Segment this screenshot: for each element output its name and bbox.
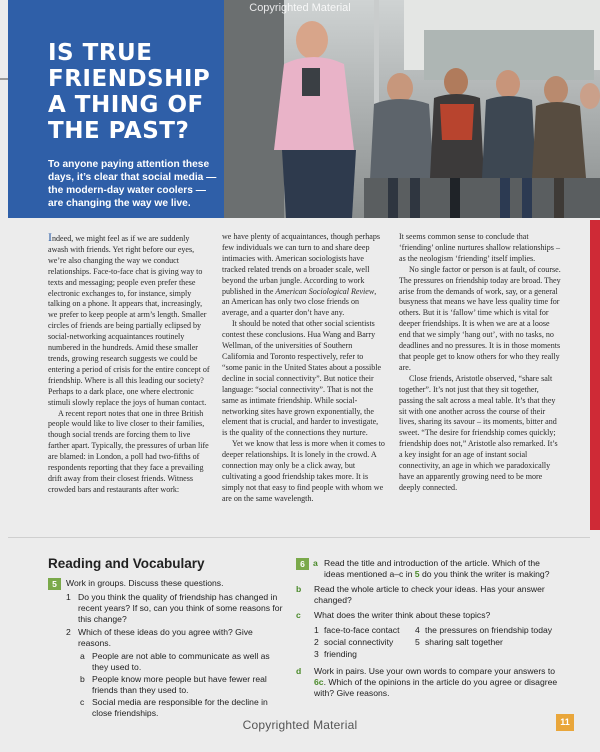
article-intro: To anyone paying attention these days, it’s clear that social media — the modern-day water coolers — are changing the way we live.	[48, 159, 217, 209]
task-text: Read the title and introduction of the article. Which of the ideas mentioned a–c in	[324, 558, 540, 579]
topic-list	[296, 625, 558, 660]
paragraph-text: we have plenty of acquaintances, though perhaps few individuals we can turn to and share deep intimacies with. American sociologists have tracked related trends on a broader scale, well beyond the urban jungle. According to work published in the	[222, 232, 380, 296]
topic-text: face-to-face contact	[324, 625, 400, 635]
exercise-5	[48, 578, 284, 720]
task-letter: a	[313, 558, 318, 568]
paragraph: No single factor or person is at fault, of course. The pressures on friendship today are broad. They arise from the demands of work, say, or a general busyness that means we have less quality time for others. But it is ‘fallow’ time which is vital for deeper friendships. It is when we are at a loose end that we simply ‘hang out’, with no tasks, no deadlines and no pressures. It is in those moments that people get to know others for who they really are.	[399, 264, 561, 372]
task-letter: c	[296, 610, 301, 620]
page-number: 11	[556, 714, 574, 731]
accent-bar	[590, 220, 600, 530]
title-line: FRIENDSHIP	[48, 66, 211, 92]
task-b	[296, 584, 558, 606]
margin-tick	[0, 78, 8, 80]
idea-item	[48, 651, 284, 673]
paragraph-text: , an American has only two close friends on average, and a quarter don’t have any.	[222, 286, 377, 318]
topic-text: friending	[324, 649, 357, 659]
paragraph: Yet we know that less is more when it comes to deeper relationships. It is lonely in the crowd. A connection may only be a click away, but cultivating a good friendship takes more. It is simply not that easy to find people with whom we are on the same wavelength.	[222, 439, 385, 503]
topic-number: 5	[415, 637, 420, 647]
topic-number: 4	[415, 625, 420, 635]
task-letter: d	[296, 666, 302, 676]
title-line: IS TRUE	[48, 40, 153, 66]
exercise-instruction	[48, 578, 284, 589]
paragraph: Close friends, Aristotle observed, “share salt together”. It’s not just that they sit together, passing the salt across a meal table. It’s that they sit with one another across the course of their lives, sharing its savour – its moments, bitter and sweet. “The desire for friendship comes quickly; friendship does not,” Aristotle also remarked. It’s a key insight for an age of instant social connectivity, an age in which we paradoxically have an apparently growing need to be more deeply connected.	[399, 373, 558, 492]
idea-text: People are not able to communicate as well as they used to.	[92, 651, 270, 672]
drop-cap: I	[48, 230, 52, 244]
idea-letter: b	[80, 674, 85, 684]
copyright-watermark-bottom: Copyrighted Material	[242, 718, 358, 732]
topic-number: 1	[314, 625, 319, 635]
topic-item	[314, 637, 409, 648]
question	[48, 627, 284, 649]
task-text: What does the writer think about these topics?	[314, 610, 491, 620]
topic-item	[314, 649, 409, 660]
topic-number: 2	[314, 637, 319, 647]
exercise-number-badge: 6	[296, 558, 309, 570]
article-column-2	[222, 232, 385, 505]
commuters-photo	[224, 0, 600, 218]
idea-text: Social media are responsible for the decline in close friendships.	[92, 697, 268, 718]
section-title: Reading and Vocabulary	[48, 556, 205, 571]
topic-number: 3	[314, 649, 319, 659]
idea-item	[48, 674, 284, 696]
topic-item	[314, 625, 409, 636]
section-divider	[8, 537, 590, 538]
article-column-3	[399, 232, 562, 494]
task-text: Work in pairs. Use your own words to compare your answers to	[314, 666, 556, 676]
task-a	[296, 558, 558, 580]
title-line: THE PAST?	[48, 118, 190, 144]
idea-item	[48, 697, 284, 719]
exercise-reference: 5	[414, 569, 420, 579]
exercise-reference: 6c	[314, 677, 324, 687]
idea-text: People know more people but have fewer real friends than they used to.	[92, 674, 267, 695]
question	[48, 592, 284, 625]
question-number: 2	[66, 627, 71, 637]
exercise-number-badge: 5	[48, 578, 61, 590]
task-letter: b	[296, 584, 302, 594]
article-column-1	[48, 232, 211, 496]
question-text: Do you think the quality of friendship has changed in recent years? If so, can you think of some reasons for this change?	[78, 592, 283, 624]
article-title	[48, 40, 224, 144]
task-text: . Which of the opinions in the article do you agree or disagree with? Give reasons.	[314, 677, 558, 698]
topic-text: social connectivity	[324, 637, 394, 647]
paragraph	[48, 232, 211, 409]
topic-item	[415, 625, 575, 636]
question-number: 1	[66, 592, 71, 602]
paragraph: A recent report notes that one in three British people would like to live closer to their families, though social trends are forcing them to live farther apart. Typically, the pressures of urban life are blamed: in London, a poll had two-fifths of respondents reporting that they face a prevailing drift away from their closest friends. Witness crowded bars and restaurants after work:	[48, 408, 209, 494]
commuters-on-train-photo	[224, 0, 600, 218]
paragraph	[222, 232, 385, 319]
topic-text: sharing salt together	[425, 637, 503, 647]
exercise-6	[296, 558, 558, 703]
instruction-text: Work in groups. Discuss these questions.	[66, 578, 224, 588]
topic-text: the pressures on friendship today	[425, 625, 553, 635]
task-d	[296, 666, 558, 699]
idea-letter: c	[80, 697, 85, 707]
question-text: Which of these ideas do you agree with? Give reasons.	[78, 627, 253, 648]
article-body	[48, 232, 580, 532]
idea-letter: a	[80, 651, 85, 661]
paragraph: It should be noted that other social scientists contest these conclusions. Hua Wang and Barry Wellman, of the universities of Southern California and Toronto respectively, refer to “some panic in the United States about a possible decline in social connectivity”. But notice their language: “social connectivity”. That is not the same as intimate friendship. While social-networking sites have grown exponentially, the element that is crucial, and harder to investigate, is the quality of the connections they nurture.	[222, 319, 382, 438]
title-line: A THING OF	[48, 92, 204, 118]
paragraph: It seems common sense to conclude that ‘friending’ online nurtures shallow relationships – as the neologism ‘friending’ itself implies.	[399, 232, 560, 263]
journal-name: American Sociological Review	[275, 286, 375, 296]
task-c	[296, 610, 558, 621]
topic-item	[415, 637, 575, 648]
copyright-watermark-top: Copyrighted Material	[249, 2, 351, 14]
paragraph-text: ndeed, we might feel as if we are suddenly awash with friends. Yet right before our eyes, we’re also changing the way we conduct relationships. Face-to-face chat is giving way to texts and messaging; people even prefer these electronic exchanges to, for instance, simply talking on a phone. It appears that, increasingly, we prefer to keep people at arm’s length. Smaller circles of friends are being partially eclipsed by social-networking acquaintances routinely numbered in the hundreds. Amid these smaller trends, growing research suggests we could be entering a period of crisis for the entire concept of friendship. Where is all this leading our society? Perhaps to a dark place, one where electronic stimuli slowly replace the joys of human contact.	[48, 234, 210, 407]
task-text: Read the whole article to check your ideas. Has your answer changed?	[314, 584, 545, 605]
task-text: do you think the writer is making?	[419, 569, 550, 579]
